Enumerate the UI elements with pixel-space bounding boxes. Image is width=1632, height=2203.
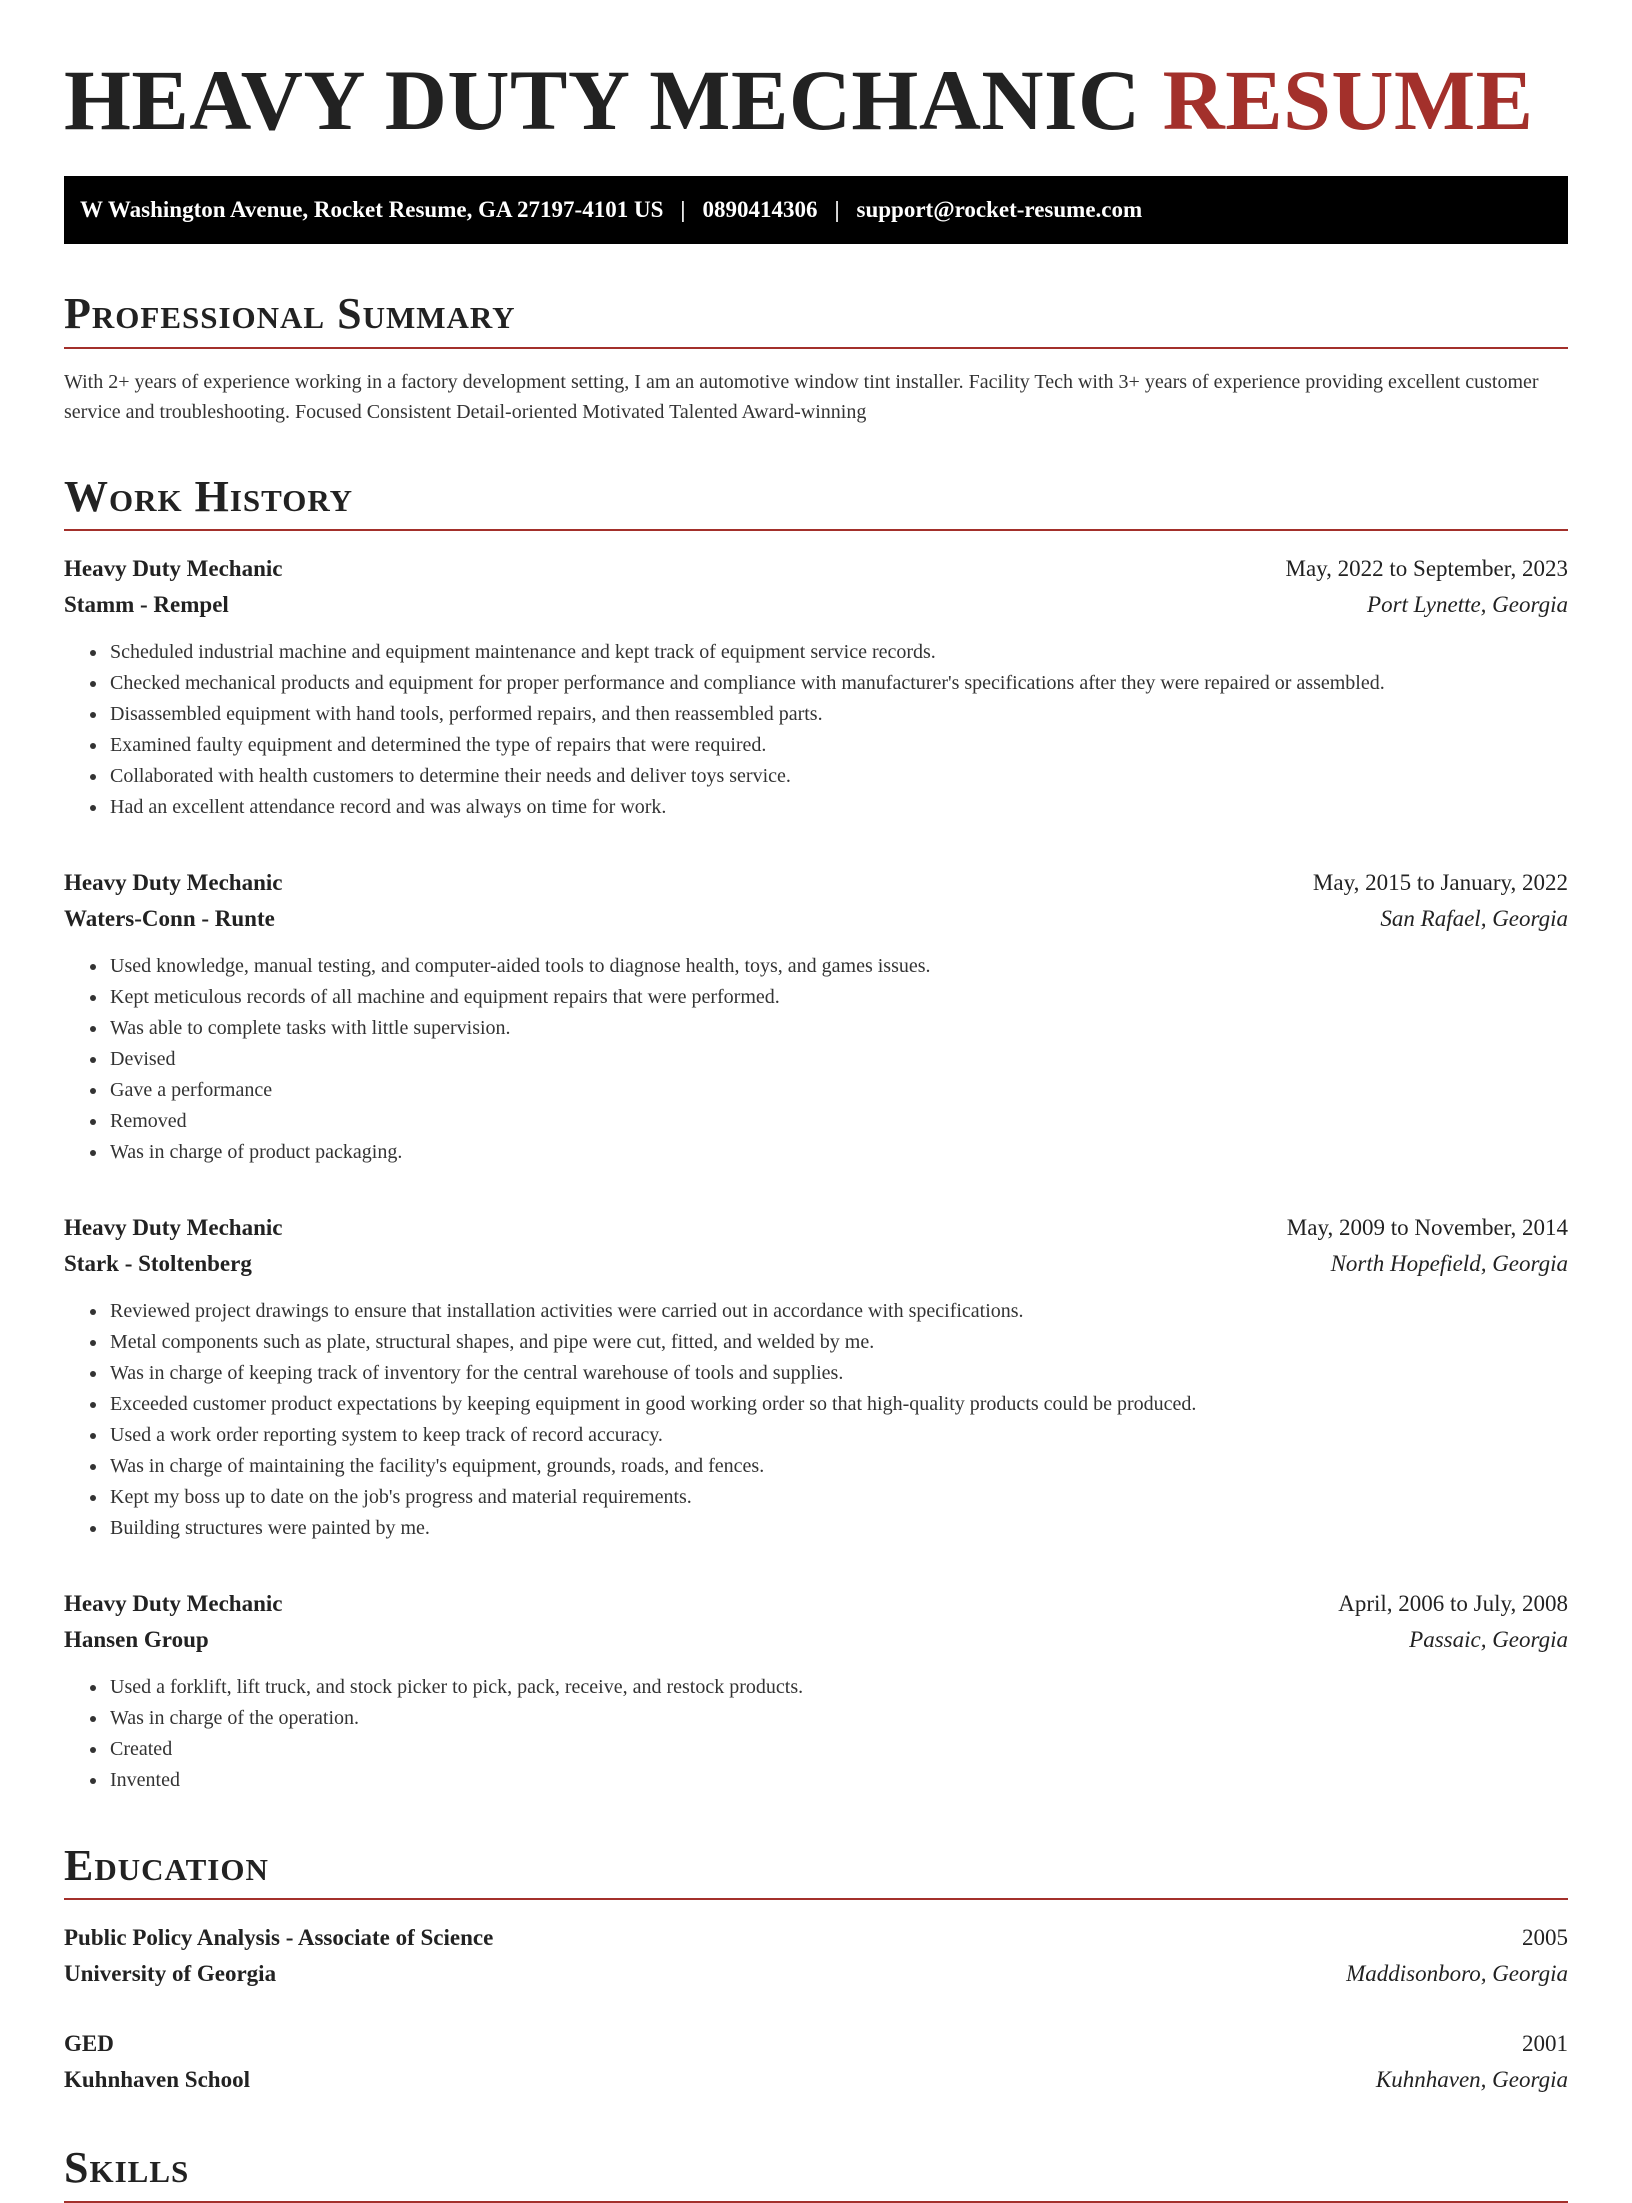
job-bullet: • Disassembled equipment with hand tools, performed repairs, and then reassembled parts. bbox=[108, 699, 1568, 730]
job-location: Port Lynette, Georgia bbox=[1367, 592, 1568, 618]
job-bullet: • Removed bbox=[108, 1106, 1568, 1137]
contact-address: W Washington Avenue, Rocket Resume, GA 27197-4101 US bbox=[80, 197, 664, 223]
job-bullet: • Invented bbox=[108, 1765, 1568, 1796]
job-bullet: • Kept meticulous records of all machine and equipment repairs that were performed. bbox=[108, 982, 1568, 1013]
contact-separator: | bbox=[680, 197, 686, 223]
summary-text: With 2+ years of experience working in a factory development setting, I am an automotive window tint installer. Facility Tech with 3+ years of experience providing excellent customer service and troubleshooting. Focused Consistent Detail-oriented Motivated Talented Award-winning bbox=[64, 370, 1539, 423]
job-dates: April, 2006 to July, 2008 bbox=[1338, 1591, 1568, 1617]
job-company: Stark - Stoltenberg bbox=[64, 1251, 252, 1277]
job-bullet: • Was in charge of maintaining the facility's equipment, grounds, roads, and fences. bbox=[108, 1451, 1568, 1482]
job-title: Heavy Duty Mechanic bbox=[64, 870, 283, 896]
job-bullet: • Was able to complete tasks with little supervision. bbox=[108, 1013, 1568, 1044]
title-main: HEAVY DUTY MECHANIC bbox=[64, 52, 1141, 148]
section-heading-education: Education bbox=[64, 1842, 1568, 1900]
resume-title bbox=[64, 52, 1568, 148]
job-location: Passaic, Georgia bbox=[1409, 1627, 1568, 1653]
job-entry bbox=[64, 1586, 1568, 1796]
education-location: Kuhnhaven, Georgia bbox=[1375, 2067, 1568, 2093]
job-entry bbox=[64, 865, 1568, 1168]
contact-phone: 0890414306 bbox=[702, 197, 818, 223]
job-bullet: • Created bbox=[108, 1734, 1568, 1765]
education-entry bbox=[64, 1920, 1568, 1992]
contact-separator: | bbox=[834, 197, 840, 223]
job-dates: May, 2022 to September, 2023 bbox=[1285, 556, 1568, 582]
job-bullet: • Had an excellent attendance record and was always on time for work. bbox=[108, 792, 1568, 823]
job-title: Heavy Duty Mechanic bbox=[64, 1591, 283, 1617]
job-bullet: • Exceeded customer product expectations by keeping equipment in good working order so that high-quality products could be produced. bbox=[108, 1389, 1568, 1420]
job-title: Heavy Duty Mechanic bbox=[64, 556, 283, 582]
education-year: 2005 bbox=[1522, 1925, 1568, 1951]
education-location: Maddisonboro, Georgia bbox=[1346, 1961, 1568, 1987]
job-bullet: • Used a forklift, lift truck, and stock picker to pick, pack, receive, and restock products. bbox=[108, 1672, 1568, 1703]
job-bullet-list bbox=[64, 637, 1568, 823]
job-bullet: • Reviewed project drawings to ensure that installation activities were carried out in accordance with specifications. bbox=[108, 1296, 1568, 1327]
job-dates: May, 2009 to November, 2014 bbox=[1286, 1215, 1568, 1241]
job-bullet: • Was in charge of product packaging. bbox=[108, 1137, 1568, 1168]
job-bullet: • Scheduled industrial machine and equipment maintenance and kept track of equipment service records. bbox=[108, 637, 1568, 668]
job-bullet: • Checked mechanical products and equipment for proper performance and compliance with manufacturer's specifications after they were repaired or assembled. bbox=[108, 668, 1568, 699]
job-bullet: • Collaborated with health customers to determine their needs and deliver toys service. bbox=[108, 761, 1568, 792]
education-degree: Public Policy Analysis - Associate of Science bbox=[64, 1925, 494, 1951]
job-entry bbox=[64, 1210, 1568, 1544]
job-bullet: • Examined faulty equipment and determined the type of repairs that were required. bbox=[108, 730, 1568, 761]
job-bullet: • Devised bbox=[108, 1044, 1568, 1075]
section-heading-skills: Skills bbox=[64, 2144, 1568, 2202]
job-bullet: • Was in charge of keeping track of inventory for the central warehouse of tools and supplies. bbox=[108, 1358, 1568, 1389]
section-heading-summary: Professional Summary bbox=[64, 290, 1568, 348]
section-heading-work-history: Work History bbox=[64, 473, 1568, 531]
job-bullet: • Was in charge of the operation. bbox=[108, 1703, 1568, 1734]
education-school: Kuhnhaven School bbox=[64, 2067, 250, 2093]
job-bullet: • Gave a performance bbox=[108, 1075, 1568, 1106]
job-bullet: • Building structures were painted by me. bbox=[108, 1513, 1568, 1544]
education-year: 2001 bbox=[1522, 2031, 1568, 2057]
job-bullet: • Metal components such as plate, structural shapes, and pipe were cut, fitted, and welded by me. bbox=[108, 1327, 1568, 1358]
job-bullet: • Used a work order reporting system to keep track of record accuracy. bbox=[108, 1420, 1568, 1451]
job-location: San Rafael, Georgia bbox=[1380, 906, 1568, 932]
job-bullet: • Used knowledge, manual testing, and computer-aided tools to diagnose health, toys, and games issues. bbox=[108, 951, 1568, 982]
job-company: Stamm - Rempel bbox=[64, 592, 229, 618]
education-school: University of Georgia bbox=[64, 1961, 277, 1987]
job-title: Heavy Duty Mechanic bbox=[64, 1215, 283, 1241]
job-bullet: • Kept my boss up to date on the job's progress and material requirements. bbox=[108, 1482, 1568, 1513]
contact-email[interactable]: support@rocket-resume.com bbox=[856, 197, 1143, 223]
job-company: Hansen Group bbox=[64, 1627, 209, 1653]
job-location: North Hopefield, Georgia bbox=[1330, 1251, 1568, 1277]
job-bullet-list bbox=[64, 1296, 1568, 1544]
job-dates: May, 2015 to January, 2022 bbox=[1312, 870, 1568, 896]
job-bullet-list bbox=[64, 951, 1568, 1168]
title-accent: RESUME bbox=[1162, 52, 1534, 148]
education-degree: GED bbox=[64, 2031, 114, 2057]
job-company: Waters-Conn - Runte bbox=[64, 906, 275, 932]
contact-bar bbox=[64, 176, 1568, 244]
job-bullet-list bbox=[64, 1672, 1568, 1796]
job-entry bbox=[64, 551, 1568, 823]
education-entry bbox=[64, 2026, 1568, 2098]
